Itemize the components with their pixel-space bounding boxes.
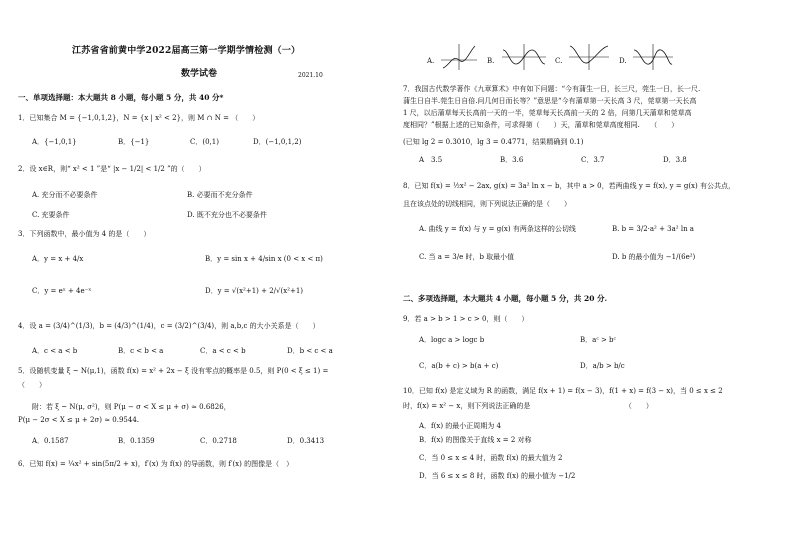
- q6-graph-c: [567, 42, 611, 72]
- q1-option-a: A．{−1,0,1}: [32, 138, 77, 146]
- q10-line1: 10．已知 f(x) 是定义域为 R 的函数，满足 f(x + 1) = f(x − 3)，f(1 + x) = f(3 − x)，当 0 ≤ x ≤ 2: [403, 387, 723, 395]
- q4-option-a: A．c < a < b: [32, 347, 78, 355]
- q3-option-a: A．y = x + 4/x: [32, 255, 84, 263]
- exam-title: 江苏省省前黄中学2022届高三第一学期学情检测（一）: [72, 46, 301, 56]
- q9-option-a: A．logc a > logc b: [419, 336, 485, 344]
- q5-option-d: D．0.3413: [287, 437, 325, 445]
- q5-option-a: A．0.1587: [32, 437, 69, 445]
- exam-date: 2021.10: [298, 72, 323, 79]
- q6-stem: 6．已知 f(x) = ¼x² + sin(5π/2 + x)，f′(x) 为 f(x) 的导函数，则 f′(x) 的图像是（ ）: [18, 460, 294, 468]
- q4-option-d: D．b < c < a: [287, 347, 333, 355]
- q7-line5: (已知 lg 2 = 0.3010，lg 3 = 0.4771，结果精确到 0.1): [403, 138, 584, 146]
- q5-stem: 5．设随机变量 ξ ~ N(μ,1)，函数 f(x) = x² + 2x − ξ 没有零点的概率是 0.5，则 P(0 < ξ ≤ 1) =: [18, 367, 329, 375]
- q6-option-d: D.: [619, 57, 627, 65]
- q7-line3: 1 尺，以后蒲草每天长高前一天的一半，莞草每天长高前一天的 2 倍，问第几天蒲草和莞草高: [403, 109, 692, 117]
- q3-option-c: C．y = eˣ + 4e⁻ˣ: [32, 287, 92, 295]
- q10-option-c: C．当 0 ≤ x ≤ 4 时，函数 f(x) 的最大值为 2: [419, 454, 563, 462]
- q7-option-a: A 3.5: [419, 156, 443, 164]
- q7-line1: 7．我国古代数学著作《九章算术》中有如下问题：“今有蒲生一日，长三尺，莞生一日，长一尺.: [403, 85, 701, 93]
- q10-option-b: B．f(x) 的图像关于直线 x = 2 对称: [419, 436, 532, 444]
- q5-note: 附：若 ξ ~ N(μ, σ²)，则 P(μ − σ < X ≤ μ + σ) ≈ 0.6826，: [32, 403, 231, 411]
- q1-option-c: C．(0,1): [190, 138, 219, 146]
- q4-option-c: C．a < c < b: [200, 347, 246, 355]
- q6-option-b: B.: [487, 57, 495, 65]
- q2-option-b: B. 必要而不充分条件: [187, 191, 253, 199]
- q10-option-a: A．f(x) 的最小正周期为 4: [419, 422, 501, 430]
- q2-option-a: A. 充分而不必要条件: [32, 191, 98, 199]
- q4-option-b: B．c < b < a: [118, 347, 164, 355]
- q5-stem-tail: （ ）: [18, 381, 46, 389]
- q2-option-d: D. 既不充分也不必要条件: [187, 211, 267, 219]
- section2-heading: 二、多项选择题，本大题共 4 小题，每小题 5 分，共 20 分.: [403, 294, 608, 303]
- q2-option-c: C. 充要条件: [32, 211, 70, 219]
- q3-option-b: B．y = sin x + 4/sin x (0 < x < π): [205, 255, 323, 263]
- q6-graph-b: [500, 42, 548, 72]
- q1-option-b: B．{−1}: [118, 138, 150, 146]
- q7-line2: 蒲生日自半.莞生日自倍.问几何日而长等？”意思是“今有蒲草第一天长高 3 尺，莞草第一天长高: [403, 97, 697, 105]
- q1-option-d: D．(−1,0,1,2): [253, 138, 302, 146]
- q9-option-b: B．aᶜ > bᶜ: [580, 336, 616, 344]
- q9-stem: 9．若 a > b > 1 > c > 0，则（ ）: [403, 315, 529, 323]
- q6-option-a: A.: [427, 57, 435, 65]
- q8-option-b: B. b = 3/2·a² + 3a² ln a: [612, 225, 694, 233]
- exam-subtitle: 数学试卷: [181, 69, 218, 79]
- q3-stem: 3．下列函数中，最小值为 4 的是（ ）: [18, 230, 151, 238]
- q7-option-c: C．3.7: [581, 156, 605, 164]
- q8-option-c: C. 当 a = 3/e 时，b 取最小值: [419, 253, 515, 261]
- q2-stem: 2．设 x∈R，则“ x² < 1 ”是“ |x − 1/2| < 1/2 ”的（ ）: [18, 165, 206, 173]
- q7-line4: 度相同？”根据上述的已知条件，可求得第（ ）天，蒲草和莞草高度相同. （ ）: [403, 121, 679, 129]
- section1-heading: 一、单项选择题：本大题共 8 小题，每小题 5 分，共 40 分*: [18, 93, 224, 102]
- q5-note-cont: P(μ − 2σ < X ≤ μ + 2σ) ≈ 0.9544.: [18, 416, 140, 424]
- q3-option-d: D．y = √(x²+1) + 2/√(x²+1): [205, 287, 303, 295]
- q6-graph-d: [631, 42, 675, 72]
- q8-option-d: D. b 的最小值为 −1/(6e²): [612, 253, 696, 261]
- q8-line1: 8．已知 f(x) = ½x² − 2ax, g(x) = 3a² ln x − b，其中 a > 0，若两曲线 y = f(x), y = g(x) 有公共点，: [403, 182, 735, 190]
- q10-option-d: D．当 6 ≤ x ≤ 8 时，函数 f(x) 的最小值为 −1/2: [419, 472, 576, 480]
- q9-option-d: D．a/b > b/c: [580, 362, 625, 370]
- q9-option-c: C．a(b + c) > b(a + c): [419, 362, 499, 370]
- q7-option-d: D．3.8: [663, 156, 687, 164]
- q4-stem: 4．设 a = (3/4)^(1/3)，b = (4/3)^(1/4)，c = (3/2)^(3/4)，则 a,b,c 的大小关系是（ ）: [18, 322, 320, 330]
- q6-option-c: C.: [555, 57, 563, 65]
- q8-option-a: A. 曲线 y = f(x) 与 y = g(x) 有两条这样的公切线: [419, 225, 576, 233]
- q6-graph-a: [439, 42, 479, 72]
- q5-option-c: C．0.2718: [200, 437, 237, 445]
- q5-option-b: B．0.1359: [118, 437, 155, 445]
- q7-option-b: B．3.6: [500, 156, 524, 164]
- q8-line2: 且在该点处的切线相同，则下列说法正确的是（ ）: [403, 200, 571, 208]
- q1-stem: 1．已知集合 M = {−1,0,1,2}，N = {x | x² < 2}，则 M ∩ N = （ ）: [18, 114, 260, 122]
- right-column: [397, 0, 794, 550]
- q10-line2: 时，f(x) = x² − x，则下列说法正确的是 （ ）: [403, 402, 653, 410]
